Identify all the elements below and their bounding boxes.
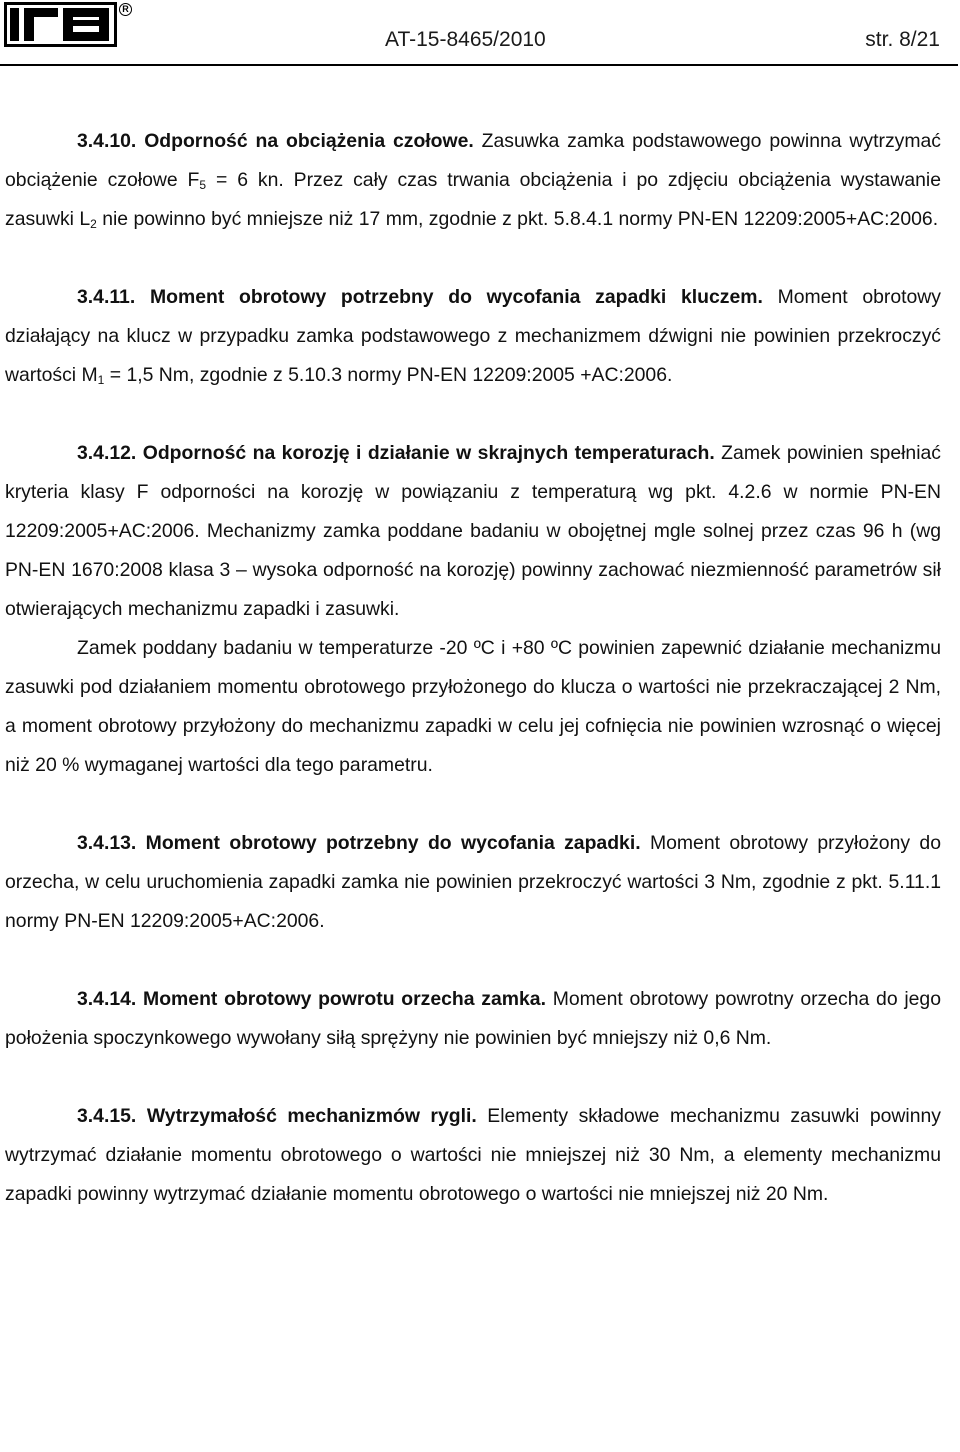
section-text: Elementy składowe mechanizmu zasuwki powinny wytrzymać działanie momentu obrotowego o wartości nie mniejszej niż 30 Nm, a elementy mechanizmu zapadki powinny wytrzymać działanie momentu obrotowego o wartości nie mniejszej niż 20 Nm. bbox=[5, 1105, 941, 1205]
section-title: Odporność na korozję i działanie w skrajnych temperaturach. bbox=[142, 442, 715, 464]
header-divider bbox=[0, 64, 958, 66]
section-text: nie powinno być mniejsze niż 17 mm, zgodnie z pkt. 5.8.4.1 normy PN-EN 12209:2005+AC:2006. bbox=[96, 208, 939, 230]
section-number: 3.4.13. bbox=[77, 832, 137, 854]
section-text: Moment obrotowy działający na klucz w przypadku zamka podstawowego z mechanizmem dźwigni nie powinien przekroczyć wartości M bbox=[5, 286, 942, 386]
section-text: Moment obrotowy powrotny orzecha do jego położenia spoczynkowego wywołany siłą sprężyny nie powinien być mniejszy niż 0,6 Nm. bbox=[5, 988, 941, 1049]
subscript: 1 bbox=[97, 373, 105, 387]
section-3-4-13 bbox=[5, 824, 941, 941]
section-number: 3.4.15. bbox=[77, 1105, 137, 1127]
subscript: 5 bbox=[199, 178, 207, 192]
section-text: Zasuwka zamka podstawowego powinna wytrzymać obciążenie czołowe F bbox=[5, 130, 941, 191]
section-text: = 6 kn. Przez cały czas trwania obciążenia i po zdjęciu obciążenia wystawanie zasuwki L bbox=[5, 169, 941, 230]
section-title: Odporność na obciążenia czołowe. bbox=[144, 130, 474, 152]
section-3-4-14 bbox=[5, 980, 941, 1058]
registered-mark-icon: R bbox=[119, 3, 132, 16]
section-text: = 1,5 Nm, zgodnie z 5.10.3 normy PN-EN 12209:2005 +AC:2006. bbox=[104, 364, 673, 386]
section-3-4-15 bbox=[5, 1097, 941, 1214]
section-3-4-10 bbox=[5, 122, 941, 239]
document-body bbox=[5, 122, 941, 1214]
section-text: Moment obrotowy przyłożony do orzecha, w celu uruchomienia zapadki zamka nie powinien przekroczyć wartości 3 Nm, zgodnie z pkt. 5.11.1 normy PN-EN 12209:2005+AC:2006. bbox=[5, 832, 941, 932]
page-header bbox=[0, 0, 960, 72]
section-number: 3.4.12. bbox=[77, 442, 137, 464]
section-title: Moment obrotowy potrzebny do wycofania zapadki. bbox=[145, 832, 641, 854]
document-number: AT-15-8465/2010 bbox=[385, 28, 546, 51]
section-number: 3.4.14. bbox=[77, 988, 137, 1010]
section-title: Moment obrotowy potrzebny do wycofania zapadki kluczem. bbox=[149, 286, 763, 308]
subscript: 2 bbox=[90, 217, 97, 231]
section-text: Zamek poddany badaniu w temperaturze -20 ºC i +80 ºC powinien zapewnić działanie mechanizmu zasuwki pod działaniem momentu obrotowego przyłożonego do klucza o wartości nie przekraczającej 2 Nm, a moment obrotowy przyłożony do mechanizmu zapadki w celu jej cofnięcia nie powinien wzrosnąć o więcej niż 20 % wymaganej wartości dla tego parametru. bbox=[5, 637, 941, 776]
section-number: 3.4.11. bbox=[77, 286, 136, 308]
section-text: Zamek powinien spełniać kryteria klasy F odporności na korozję w powiązaniu z temperaturą wg pkt. 4.2.6 w normie PN-EN 12209:2005+AC:2006. Mechanizmy zamka poddane badaniu w obojętnej mgle solnej przez czas 96 h (wg PN-EN 1670:2008 klasa 3 – wysoka odporność na korozję) powinny zachować niezmienność parametrów sił otwierających mechanizmu zapadki i zasuwki. bbox=[5, 442, 942, 620]
section-title: Moment obrotowy powrotu orzecha zamka. bbox=[143, 988, 546, 1010]
section-3-4-11 bbox=[5, 278, 941, 395]
page-number: str. 8/21 bbox=[865, 28, 940, 51]
section-number: 3.4.10. bbox=[77, 130, 137, 152]
itb-logo bbox=[4, 2, 132, 48]
section-3-4-12 bbox=[5, 434, 941, 629]
section-title: Wytrzymałość mechanizmów rygli. bbox=[146, 1105, 477, 1127]
section-3-4-12-continued bbox=[5, 629, 941, 785]
